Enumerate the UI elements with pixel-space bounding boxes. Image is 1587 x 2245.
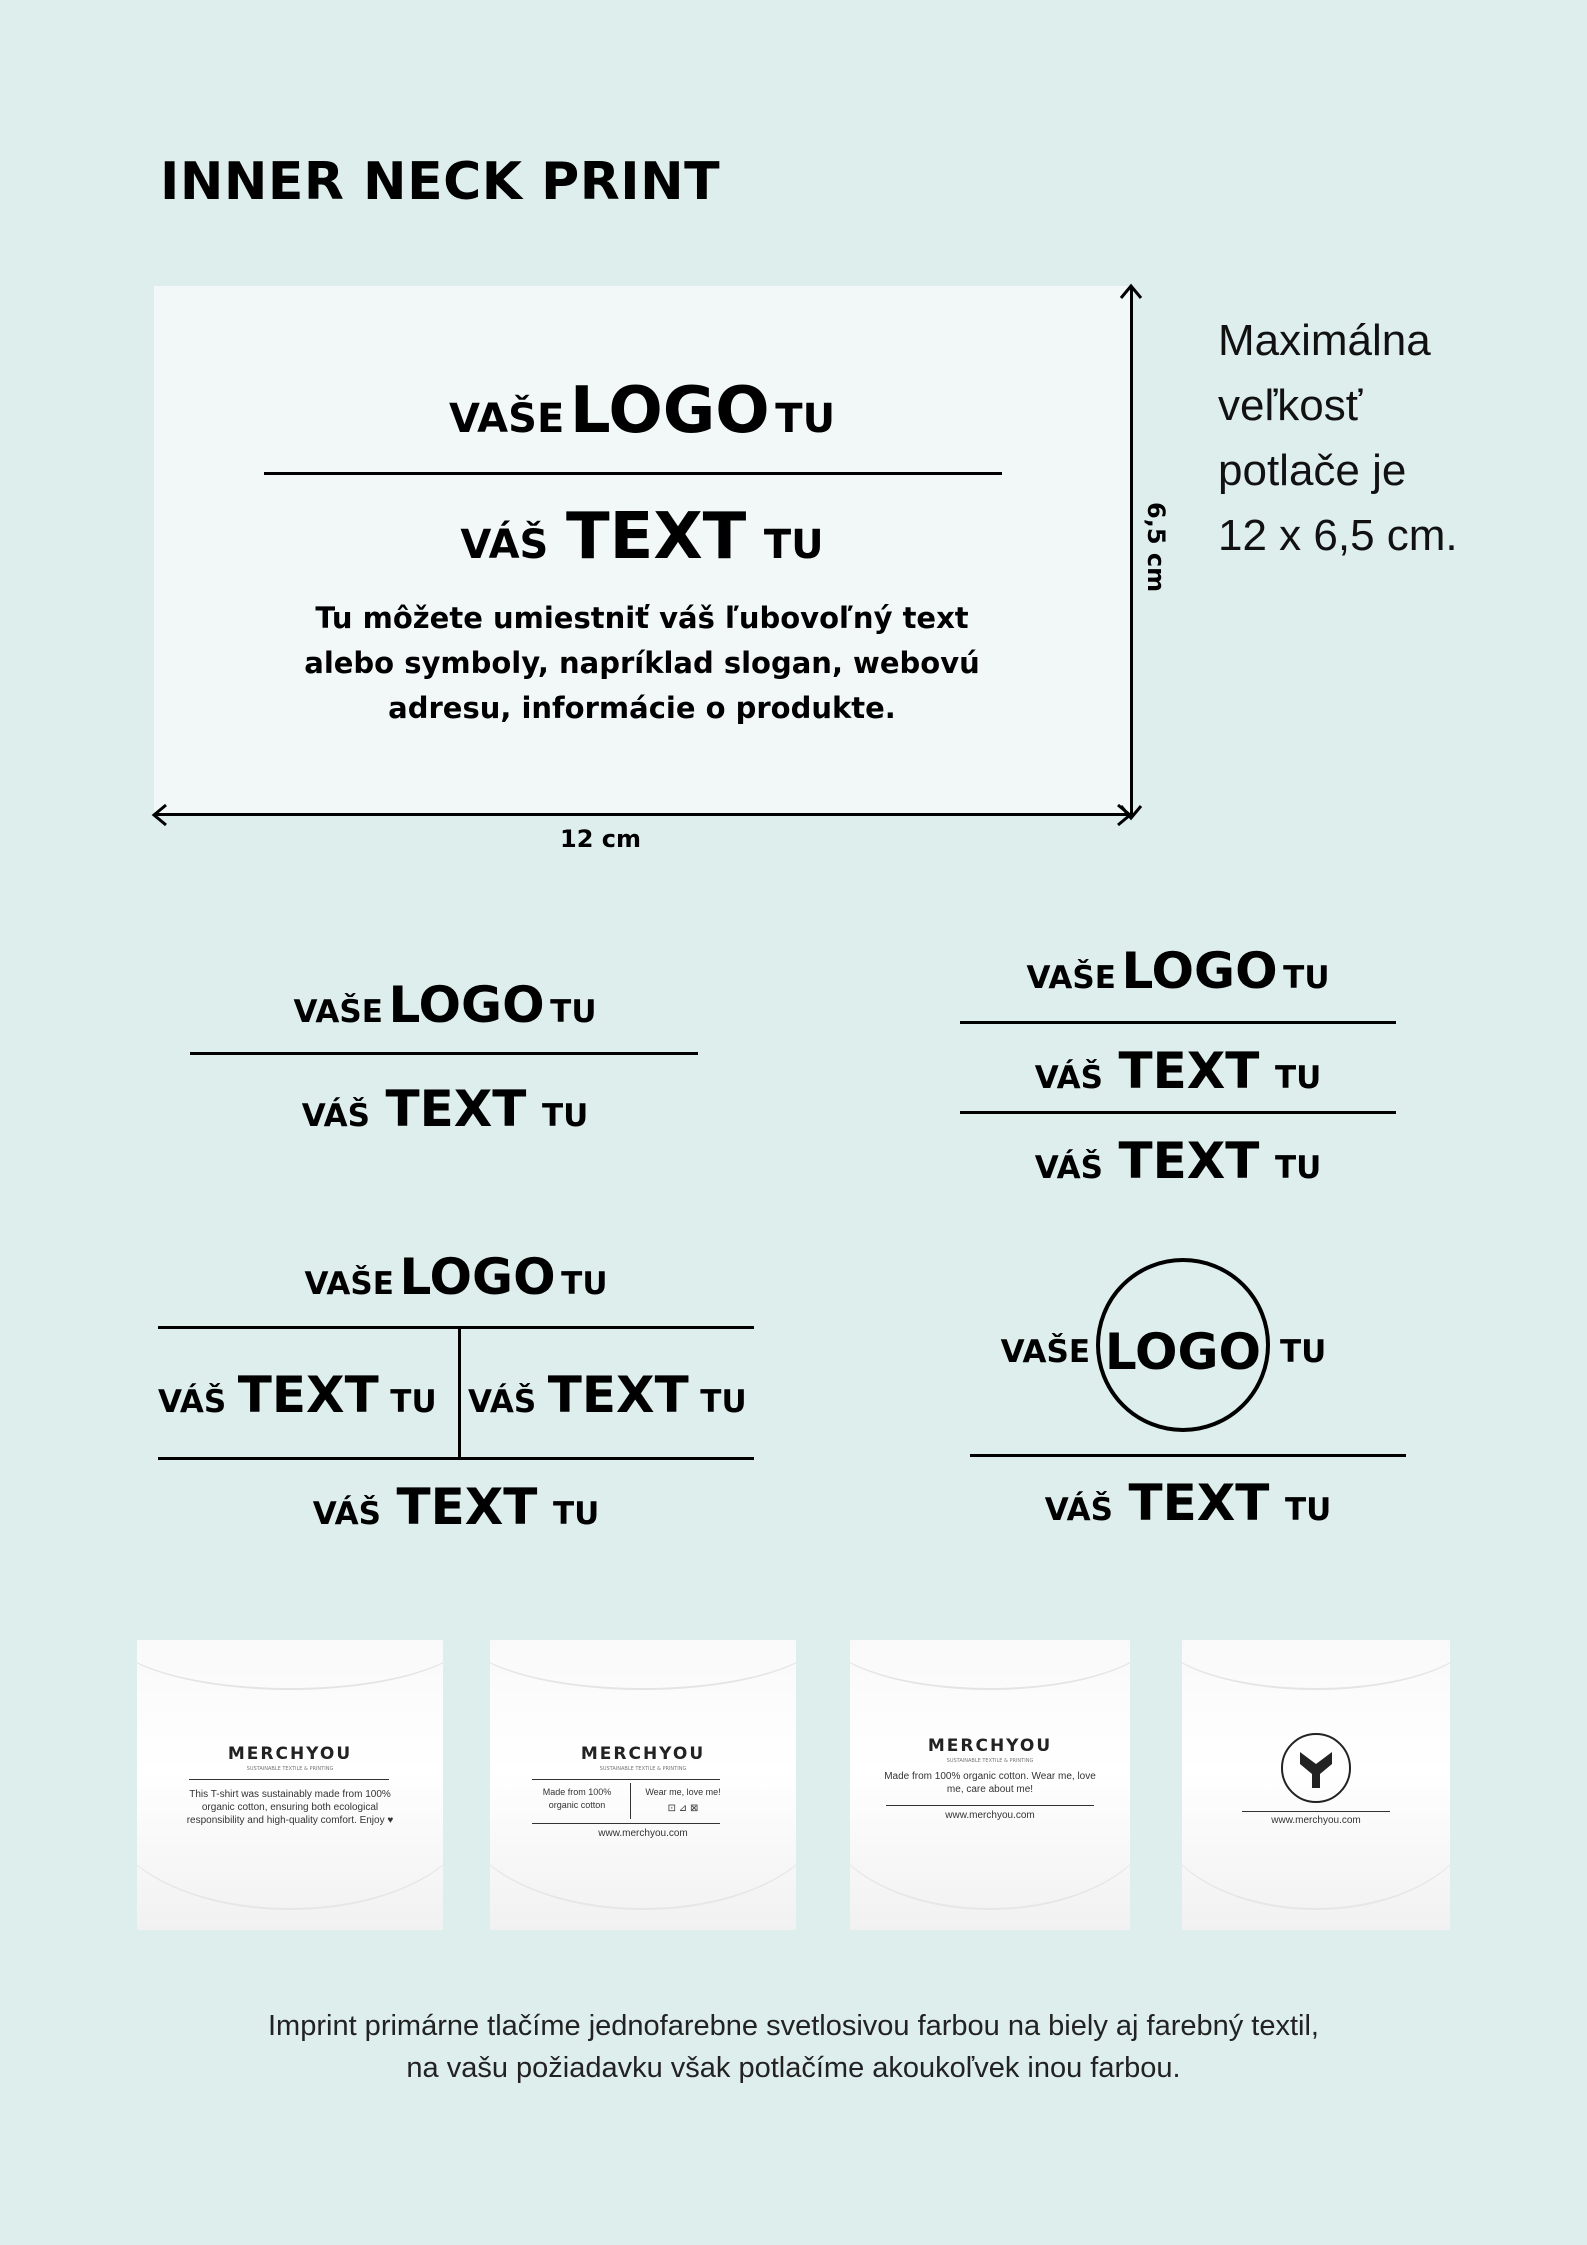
width-arrowheads-icon xyxy=(150,803,1134,827)
page-title: INNER NECK PRINT xyxy=(160,152,721,212)
example1-divider xyxy=(190,1052,698,1055)
brand-logo: MERCHYOU xyxy=(927,1736,1053,1756)
print-area xyxy=(154,286,1130,816)
example2-logo-line: VAŠE LOGO TU xyxy=(1026,942,1330,1000)
height-label: 6,5 cm xyxy=(1142,502,1170,593)
label-photo-3: MERCHYOU SUSTAINABLE TEXTILE & PRINTING Made from 100% organic cotton. Wear me, love me, care about me! www.merchyou.com xyxy=(850,1640,1130,1930)
logo-pre-text: VAŠE xyxy=(448,396,565,442)
example3-text-right: VÁŠ TEXT TU xyxy=(468,1366,747,1424)
example3-text-bottom: VÁŠ TEXT TU xyxy=(312,1478,600,1536)
example4-logo-post: TU xyxy=(1280,1334,1327,1370)
example1-text-line: VÁŠ TEXT TU xyxy=(301,1080,589,1138)
label-text: This T-shirt was sustainably made from 100% organic cotton, ensuring both ecological responsibility and high-quality comfort. Enjoy ♥ xyxy=(186,1789,394,1826)
text-big-text: TEXT xyxy=(565,500,747,574)
text-placeholder-line xyxy=(154,500,1130,574)
example3-text-left: VÁŠ TEXT TU xyxy=(158,1366,437,1424)
label-photo-4: www.merchyou.com xyxy=(1182,1640,1450,1930)
merchyou-monogram-icon xyxy=(1278,1730,1354,1806)
logo-big-text: LOGO xyxy=(569,374,770,448)
width-label: 12 cm xyxy=(560,825,641,853)
example4-text-line: VÁŠ TEXT TU xyxy=(1044,1474,1332,1532)
logo-post-text: TU xyxy=(775,396,836,442)
label-photo-2: MERCHYOU SUSTAINABLE TEXTILE & PRINTING Made from 100% organic cotton Wear me, love me! ⊡ ⊿ ⊠ www.merchyou.com xyxy=(490,1640,796,1930)
text-pre-text: VÁŠ xyxy=(460,522,549,568)
care-symbols-icon: ⊡ ⊿ ⊠ xyxy=(667,1803,699,1814)
example3-logo-line: VAŠE LOGO TU xyxy=(304,1248,608,1306)
example4-logo-big: LOGO xyxy=(1104,1323,1262,1381)
example2-text-line-2: VÁŠ TEXT TU xyxy=(1034,1132,1322,1190)
brand-logo: MERCHYOU xyxy=(580,1744,706,1764)
example1-logo-line: VAŠE LOGO TU xyxy=(293,976,597,1034)
example2-divider-1 xyxy=(960,1021,1396,1024)
logo-placeholder-line xyxy=(154,374,1130,448)
example4-logo-pre: VAŠE xyxy=(1000,1334,1090,1370)
brand-logo: MERCHYOU xyxy=(227,1744,353,1764)
example2-divider-2 xyxy=(960,1111,1396,1114)
example3-divider-top xyxy=(158,1326,754,1329)
example2-text-line-1: VÁŠ TEXT TU xyxy=(1034,1042,1322,1100)
max-size-note: Maximálna veľkosť potlače je 12 x 6,5 cm. xyxy=(1218,316,1458,560)
text-post-text: TU xyxy=(763,522,824,568)
example3-divider-bottom xyxy=(158,1457,754,1460)
footer-note: Imprint primárne tlačíme jednofarebne svetlosivou farbou na biely aj farebný textil, na vašu požiadavku však potlačíme akoukoľvek inou farbou. xyxy=(268,2010,1319,2084)
example3-vertical-divider xyxy=(458,1328,461,1459)
height-arrowheads-icon xyxy=(1119,282,1143,822)
label-photo-1: MERCHYOU SUSTAINABLE TEXTILE & PRINTING This T-shirt was sustainably made from 100% organic cotton, ensuring both ecological responsibility and high-quality comfort. Enjoy ♥ xyxy=(137,1640,443,1930)
divider xyxy=(264,472,1002,475)
description: Tu môžete umiestniť váš ľubovoľný text alebo symboly, napríklad slogan, webovú adresu, informácie o produkte. xyxy=(304,601,980,725)
example4-divider xyxy=(970,1454,1406,1457)
